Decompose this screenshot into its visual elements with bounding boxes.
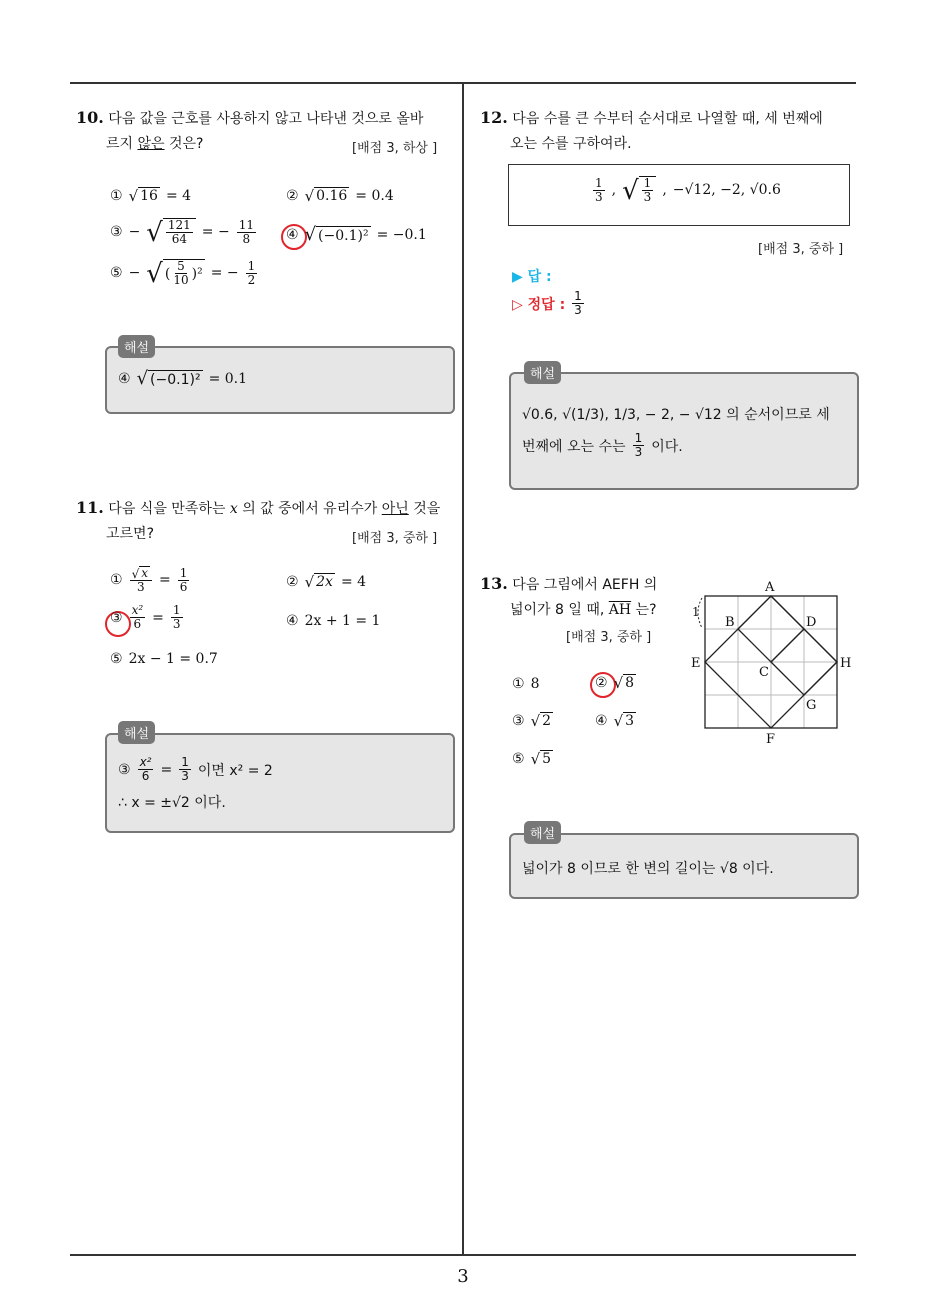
label-a: A (765, 580, 775, 595)
option-2[interactable]: ② √ 0.16 = 0.4 (286, 187, 394, 205)
solution-tag: 해설 (118, 721, 155, 744)
question-text-line1: 다음 값을 근호를 사용하지 않고 나타낸 것으로 올바 (108, 111, 424, 127)
label-b: B (725, 615, 735, 630)
option-2[interactable]: ② √ 8 (595, 674, 635, 692)
option-2[interactable]: ② √ 2x = 4 (286, 573, 367, 591)
solution-text-line1: √0.6, √(1/3), 1/3, − 2, − √12 의 순서이므로 세 (522, 407, 830, 423)
question-number: 13. (480, 574, 508, 593)
option-3[interactable]: ③ √ 2 (512, 712, 552, 730)
label-unit: 1 (692, 605, 700, 619)
question-number: 12. (480, 108, 508, 127)
option-5[interactable]: ⑤ √ 5 (512, 750, 552, 768)
page-number: 3 (457, 1266, 469, 1287)
question-13-line2: 넓이가 8 일 때, $\overline{AH}$ 는? (510, 602, 657, 618)
underlined-word: 아닌 (381, 501, 409, 517)
score-label: [배점 3, 중하 ] (566, 630, 652, 645)
solution-text: 넓이가 8 이므로 한 변의 길이는 √8 이다. (522, 861, 774, 877)
label-g: G (806, 698, 817, 713)
solution-box (105, 733, 455, 833)
score-label: [배점 3, 하상 ] (352, 141, 438, 156)
question-number: 11. (76, 498, 104, 517)
column-divider (462, 83, 464, 1255)
solution-text-line2: 번째에 오는 수는 $\frac{1}{3}$ 이다. (522, 431, 683, 459)
solution-text: ④ √ (−0.1)² = 0.1 (118, 368, 248, 389)
label-e: E (691, 656, 701, 671)
option-4[interactable]: ④ √ (−0.1)² = −0.1 (286, 224, 427, 245)
question-10 (76, 104, 423, 133)
label-c: C (759, 665, 769, 680)
label-h: H (840, 656, 852, 671)
segment-ah: $\overline{AH}$ (608, 602, 632, 618)
correct-answer: ▷ 정답 : $\frac{1}{3}$ (512, 289, 582, 317)
solution-tag: 해설 (524, 821, 561, 844)
option-1[interactable]: ① √ 16 = 4 (110, 187, 192, 205)
option-4[interactable]: ④ 2x + 1 = 1 (286, 613, 381, 629)
question-11-line2: 고르면? (106, 526, 155, 542)
option-1[interactable]: ① √ x 3 = $\frac{1}{6}$ (110, 565, 188, 594)
option-3[interactable]: ③ $\frac{\text{x²}}{6}$ = $\frac{1}{3}$ (110, 603, 181, 631)
option-3[interactable]: ③ − √ $\frac{121}{64}$ = − $\frac{11}{8}$ (110, 217, 254, 248)
option-1[interactable]: ① 8 (512, 676, 540, 692)
option-4[interactable]: ④ √ 3 (595, 712, 635, 730)
underlined-word: 않은 (137, 136, 165, 152)
question-13: 13. 다음 그림에서 AEFH 의 (480, 574, 658, 593)
label-f: F (766, 732, 776, 747)
solution-text-line1: ③ $\frac{\text{x²}}{6}$ = $\frac{1}{3}$ 이면 x² = 2 (118, 755, 273, 783)
label-d: D (806, 615, 817, 630)
option-5[interactable]: ⑤ 2x − 1 = 0.7̇ (110, 651, 218, 667)
solution-text-line2: ∴ x = ±√2 이다. (118, 795, 226, 811)
option-5[interactable]: ⑤ − √ ( $\frac{5}{10}$ )² = − $\frac{1}{2}$ (110, 258, 256, 289)
square-grid-figure (690, 576, 860, 748)
score-label: [배점 3, 중하 ] (758, 242, 844, 257)
answer-label: ▶ 답 : (512, 269, 552, 285)
question-12: 12. 다음 수를 큰 수부터 순서대로 나열할 때, 세 번째에 (480, 108, 823, 127)
bottom-rule (70, 1254, 856, 1256)
solution-tag: 해설 (524, 361, 561, 384)
question-number: 10. (76, 108, 104, 127)
solution-box (509, 372, 859, 490)
numbers-list: $\frac{1}{3}$ , √ $\frac{1}{3}$ , −√12, −2, √0.6 (595, 175, 781, 206)
solution-tag: 해설 (118, 335, 155, 358)
question-11: 11. 다음 식을 만족하는 x 의 값 중에서 유리수가 아닌 것을 (76, 498, 441, 517)
question-10-line2: 르지 않은 것은? (106, 136, 204, 152)
score-label: [배점 3, 중하 ] (352, 531, 438, 546)
question-12-line2: 오는 수를 구하여라. (510, 136, 632, 152)
